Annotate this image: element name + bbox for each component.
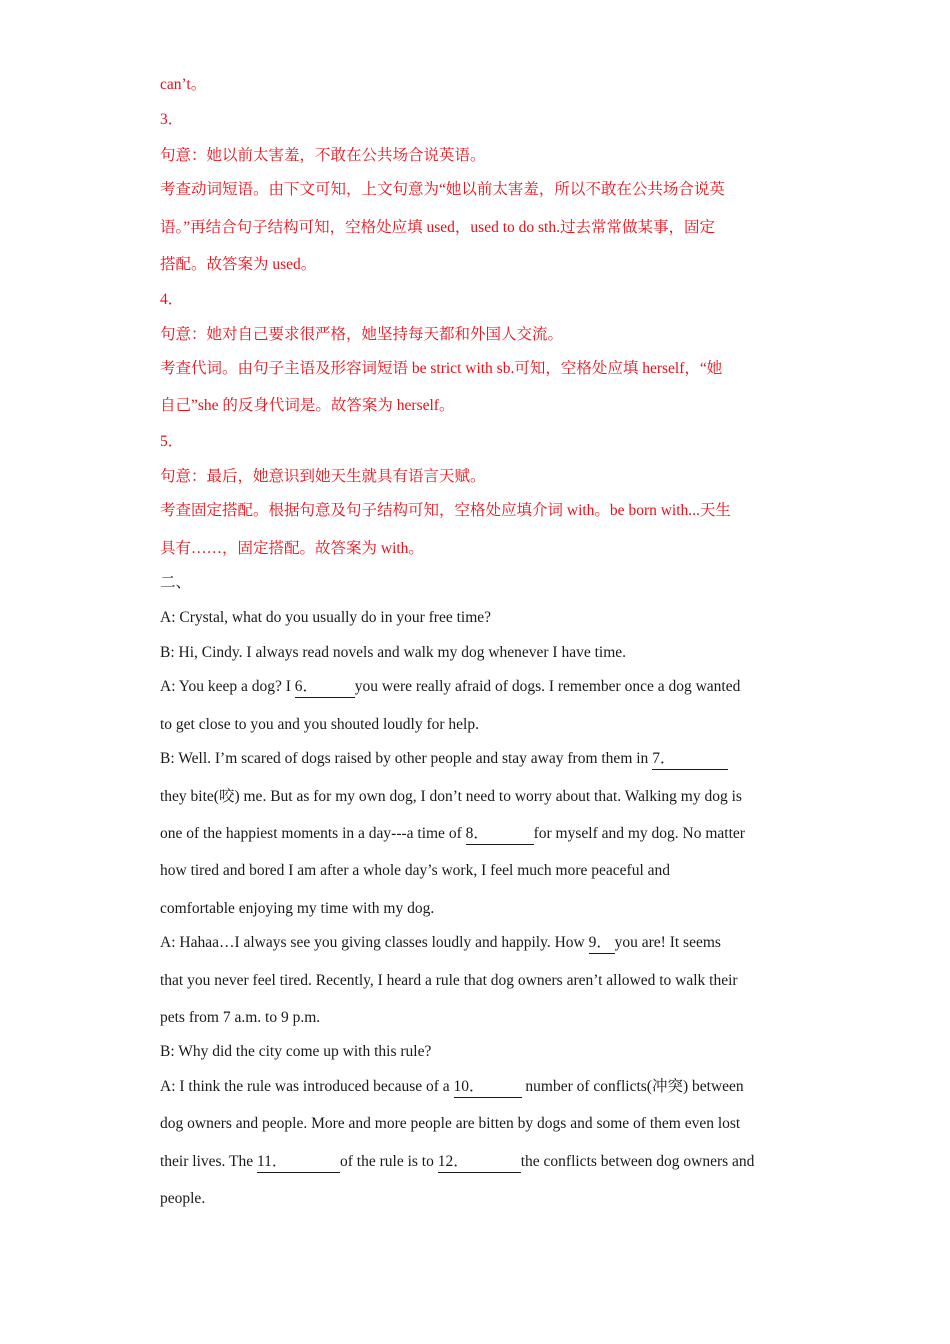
dialogue-line-16-part-a: their lives. The <box>160 1153 257 1170</box>
dialogue-line-5-part-a: B: Well. I’m scared of dogs raised by other people and stay away from them in <box>160 750 653 767</box>
dialogue-line-2: B: Hi, Cindy. I always read novels and walk my dog whenever I have time. <box>160 644 627 661</box>
dialogue-line-17: people. <box>160 1190 206 1207</box>
q3-explain-line-3: 搭配。故答案为 used。 <box>160 256 317 273</box>
dialogue-line-9: comfortable enjoying my time with my dog. <box>160 900 435 917</box>
dialogue-line-7-part-b: for myself and my dog. No matter <box>533 825 745 842</box>
dialogue-line-14 <box>160 1077 744 1098</box>
q4-explain-line-1: 考查代词。由句子主语及形容词短语 be strict with sb.可知，空格处应填 herself，“她 <box>160 360 723 377</box>
dialogue-line-3-part-b: you were really afraid of dogs. I remember once a dog wanted <box>354 678 741 695</box>
dialogue-line-16 <box>160 1152 754 1173</box>
dialogue-line-15: dog owners and people. More and more people are bitten by dogs and some of them even lost <box>160 1115 741 1132</box>
dialogue-line-11: that you never feel tired. Recently, I heard a rule that dog owners aren’t allowed to walk their <box>160 972 738 989</box>
dialogue-line-6: they bite(咬) me. But as for my own dog, I don’t need to worry about that. Walking my dog is <box>160 788 742 805</box>
q3-meaning: 句意：她以前太害羞，不敢在公共场合说英语。 <box>160 147 486 164</box>
q5-meaning: 句意：最后，她意识到她天生就具有语言天赋。 <box>160 468 486 485</box>
q3-number: 3． <box>160 111 184 128</box>
dialogue-line-7 <box>160 824 745 845</box>
q5-explain-line-2: 具有……，固定搭配。故答案为 with。 <box>160 540 424 557</box>
blank-6[interactable]: 6． <box>295 677 355 698</box>
q5-number: 5． <box>160 433 184 450</box>
dialogue-line-3-part-a: A: You keep a dog? I <box>160 678 295 695</box>
q4-explain-line-2: 自己”she 的反身代词是。故答案为 herself。 <box>160 397 455 414</box>
section-heading: 二、 <box>160 574 192 591</box>
dialogue-line-12: pets from 7 a.m. to 9 p.m. <box>160 1009 321 1026</box>
dialogue-line-1: A: Crystal, what do you usually do in your free time? <box>160 609 492 626</box>
dialogue-line-10 <box>160 933 721 954</box>
dialogue-line-16-part-b: of the rule is to <box>340 1153 438 1170</box>
dialogue-line-8: how tired and bored I am after a whole day’s work, I feel much more peaceful and <box>160 862 671 879</box>
dialogue-line-13: B: Why did the city come up with this rule? <box>160 1043 432 1060</box>
q4-number: 4． <box>160 291 184 308</box>
dialogue-line-10-part-a: A: Hahaa…I always see you giving classes loudly and happily. How <box>160 934 589 951</box>
q5-explain-line-1: 考查固定搭配。根据句意及句子结构可知，空格处应填介词 with。be born with...天生 <box>160 502 731 519</box>
q3-explain-line-2: 语。”再结合句子结构可知，空格处应填 used，used to do sth.过去常常做某事，固定 <box>160 219 715 236</box>
prev-answer-tail: can’t。 <box>160 76 207 93</box>
dialogue-line-3 <box>160 677 740 698</box>
dialogue-line-14-part-b: number of conflicts(冲突) between <box>521 1078 744 1095</box>
dialogue-line-4: to get close to you and you shouted loudly for help. <box>160 716 479 733</box>
blank-8[interactable]: 8． <box>466 824 534 845</box>
dialogue-line-16-part-c: the conflicts between dog owners and <box>520 1153 755 1170</box>
dialogue-line-14-part-a: A: I think the rule was introduced because of a <box>160 1078 454 1095</box>
blank-10[interactable]: 10． <box>454 1077 522 1098</box>
blank-9[interactable]: 9． <box>589 933 615 954</box>
blank-12[interactable]: 12． <box>438 1152 521 1173</box>
blank-7[interactable]: 7． <box>652 749 728 770</box>
dialogue-line-5 <box>160 749 728 770</box>
blank-11[interactable]: 11． <box>257 1152 340 1173</box>
q3-explain-line-1: 考查动词短语。由下文可知，上文句意为“她以前太害羞，所以不敢在公共场合说英 <box>160 181 725 198</box>
q4-meaning: 句意：她对自己要求很严格，她坚持每天都和外国人交流。 <box>160 326 564 343</box>
dialogue-line-10-part-b: you are! It seems <box>614 934 721 951</box>
dialogue-line-7-part-a: one of the happiest moments in a day---a time of <box>160 825 466 842</box>
